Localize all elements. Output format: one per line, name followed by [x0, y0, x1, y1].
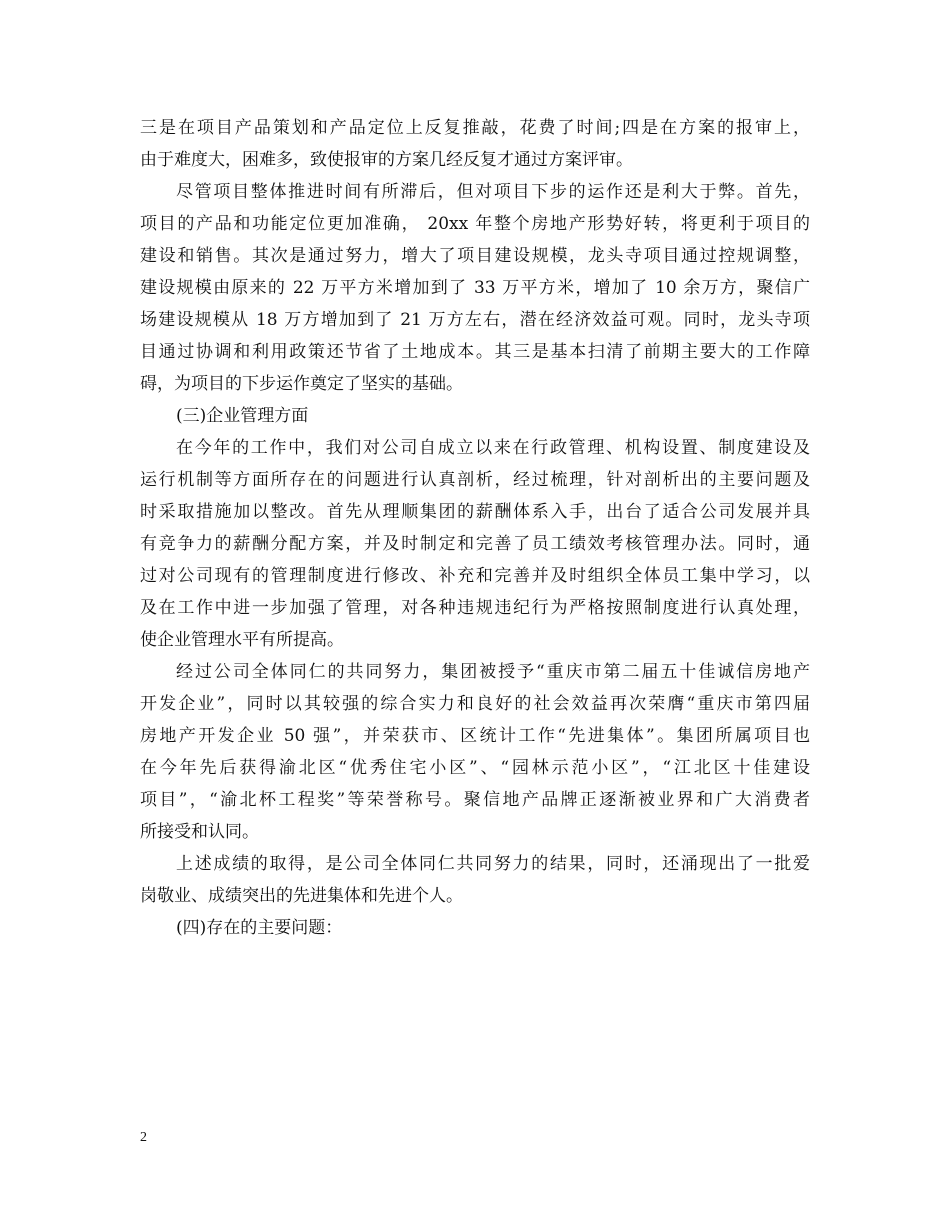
text-line: 尽管项目整体推进时间有所滞后，但对项目下步的运作还是利大于弊。首先，: [176, 182, 810, 202]
text-line: 上述成绩的取得，是公司全体同仁共同努力的结果，同时，还涌现出了一批爱: [176, 854, 810, 874]
text-line: 及在工作中进一步加强了管理，对各种违规违纪行为严格按照制度进行认真处理，: [140, 598, 810, 618]
para-honors: [140, 656, 810, 848]
text-line: 碍，为项目的下步运作奠定了坚实的基础。: [140, 374, 463, 394]
para-continued-reasons: [140, 112, 810, 176]
text-line: 使企业管理水平有所提高。: [140, 630, 344, 650]
text-line: 开发企业”，同时以其较强的综合实力和良好的社会效益再次荣膺“重庆市第四届: [140, 694, 810, 714]
text-line: 时采取措施加以整改。首先从理顺集团的薪酬体系入手，出台了适合公司发展并具: [140, 502, 810, 522]
text-line: 有竞争力的薪酬分配方案，并及时制定和完善了员工绩效考核管理办法。同时，通: [140, 534, 810, 554]
para-achievements: [140, 848, 810, 912]
para-project-benefits: [140, 176, 810, 400]
text-line: 建设和销售。其次是通过努力，增大了项目建设规模，龙头寺项目通过控规调整，: [140, 246, 810, 266]
text-line: 场建设规模从 18 万方增加到了 21 万方左右，潜在经济效益可观。同时，龙头寺项: [140, 310, 810, 330]
text-line: 经过公司全体同仁的共同努力，集团被授予“重庆市第二届五十佳诚信房地产: [176, 662, 810, 682]
text-line: 在今年先后获得渝北区“优秀住宅小区”、“园林示范小区”，“江北区十佳建设: [140, 758, 810, 778]
text-line: 过对公司现有的管理制度进行修改、补充和完善并及时组织全体员工集中学习，以: [140, 566, 810, 586]
page-number: 2: [140, 1130, 147, 1145]
text-line: 项目”，“渝北杯工程奖”等荣誉称号。聚信地产品牌正逐渐被业界和广大消费者: [140, 790, 810, 810]
text-line: 三是在项目产品策划和产品定位上反复推敲，花费了时间;四是在方案的报审上，: [140, 118, 810, 138]
text-line: (四)存在的主要问题：: [176, 918, 343, 938]
text-line: (三)企业管理方面: [176, 406, 309, 426]
text-line: 房地产开发企业 50 强”，并荣获市、区统计工作“先进集体”。集团所属项目也: [140, 726, 810, 746]
text-line: 岗敬业、成绩突出的先进集体和先进个人。: [140, 886, 463, 906]
text-line: 项目的产品和功能定位更加准确， 20xx 年整个房地产形势好转，将更利于项目的: [140, 214, 810, 234]
text-line: 运行机制等方面所存在的问题进行认真剖析，经过梳理，针对剖析出的主要问题及: [140, 470, 810, 490]
para-management-rectification: [140, 432, 810, 656]
heading-main-problems: [140, 912, 810, 944]
text-line: 由于难度大，困难多，致使报审的方案几经反复才通过方案评审。: [140, 150, 633, 170]
text-line: 在今年的工作中，我们对公司自成立以来在行政管理、机构设置、制度建设及: [176, 438, 810, 458]
heading-enterprise-management: [140, 400, 810, 432]
document-body: [140, 112, 810, 944]
text-line: 目通过协调和利用政策还节省了土地成本。其三是基本扫清了前期主要大的工作障: [140, 342, 810, 362]
text-line: 所接受和认同。: [140, 822, 259, 842]
text-line: 建设规模由原来的 22 万平方米增加到了 33 万平方米，增加了 10 余万方，聚信广: [140, 278, 810, 298]
